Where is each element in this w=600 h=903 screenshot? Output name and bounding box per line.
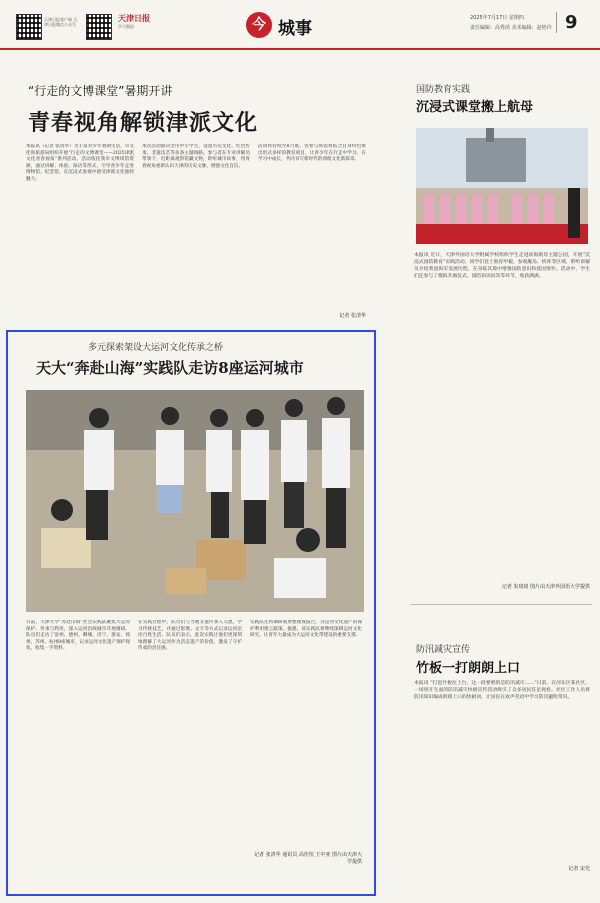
qr-caption: 学习强国 bbox=[118, 24, 134, 29]
lead-headline: 青春视角解锁津派文化 bbox=[28, 110, 259, 136]
lead-kicker: “行走的文博课堂”暑期开讲 bbox=[28, 84, 173, 98]
sidebar1-headline: 沉浸式课堂搬上航母 bbox=[416, 100, 534, 115]
feature-photo bbox=[26, 390, 364, 612]
sidebar2-byline: 记者 宋光 bbox=[568, 866, 590, 872]
feature-headline: 天大“奔赴山海”实践队走访8座运河城市 bbox=[36, 359, 304, 377]
section-title: 城事 bbox=[278, 19, 312, 39]
sidebar2-kicker: 防汛减灾宣传 bbox=[416, 645, 471, 655]
sidebar1-photo bbox=[416, 128, 588, 244]
issue-date: 2025年7月17日 星期四 bbox=[470, 15, 524, 21]
page-number: 9 bbox=[556, 12, 578, 33]
lead-column-1: 本报讯（记者 张清华）为丰富青少年暑期生活，市文化和旅游局组织开展“行走的文博课堂——2025津派文化青春视角”系列活动。活动依托我市文博场馆资源，通过讲解、体验、探访等形式，引导青少年走进博物馆、纪念馆，在沉浸式参观中感受津派文化独特魅力。 bbox=[26, 144, 134, 182]
feature-subtitle: 多元探索架设大运河文化传承之桥 bbox=[88, 343, 224, 353]
divider bbox=[410, 604, 592, 605]
sidebar1-byline: 记者 朱琦琦 图片由天津外国语大学提供 bbox=[501, 584, 590, 590]
sidebar1-body: 本报讯 近日，天津外国语大学附属学校组织学生走进滨海航母主题公园，开展“沉浸式国防教育”实践活动。同学们登上航母甲板，参观舰岛、机库等区域，聆听讲解员介绍我国海军发展历程，在身临其境中增强国防意识和爱国情怀。活动中，学生们还参与了模拟升旗仪式、国防知识问答等环节，收获满满。 bbox=[414, 253, 590, 279]
feature-column-2: 在实践过程中，队员们与当地非遗传承人交流，学习传统技艺，并通过影像、文字等方式记录运河沿岸百姓生活。队员们表示，此次实践让他们更深刻地理解了大运河作为活态遗产的价值，激发了守护传承的责任感。 bbox=[138, 620, 242, 652]
carrier-deck-illustration bbox=[416, 128, 588, 244]
lead-column-3: 活动将持续至8月底，各参与场馆将结合自身特色推出形式多样的教育项目，让青少年在行走中学习、在学习中成长，共同书写新时代的津派文化新篇章。 bbox=[258, 144, 366, 163]
qr-caption: 天津日报客户端 天津日报微信公众号 bbox=[44, 17, 78, 27]
qr-code-icon bbox=[86, 14, 112, 40]
students-photo-illustration bbox=[26, 390, 364, 612]
editors-line: 责任编辑：高秀茜 美术编辑：赵艳玲 bbox=[470, 25, 552, 31]
feature-byline: 记者 张清华 通讯员 高佳恒 王中亚 图片由天津大学提供 bbox=[254, 852, 362, 865]
feature-column-1: 日前，天津大学“奔赴山海”社会实践队聚焦大运河保护、传承与利用，深入运河沿线城市开展调研。队员们走访了沧州、德州、聊城、济宁、淮安、扬州、苏州、杭州8座城市，记录运河文化遗产保护现状，收集一手资料。 bbox=[26, 620, 130, 652]
qr-code-icon bbox=[16, 14, 42, 40]
lead-byline: 记者 张清华 bbox=[339, 313, 366, 319]
sidebar1-kicker: 国防教育实践 bbox=[416, 85, 471, 95]
sidebar2-headline: 竹板一打朗朗上口 bbox=[416, 661, 521, 676]
section-logo: 今 bbox=[246, 12, 272, 38]
sidebar2-body: 本报讯 “打起竹板往上台，这一段要唱的是防汛减灾……”日前，在河东区某社区，一场别开生面的防汛减灾快板宣传活动吸引了众多居民驻足观看。社区工作人员将防汛知识编成朗朗上口的快板词，让居民在欢声笑语中学习防汛避险常识。 bbox=[414, 681, 590, 700]
lead-column-2: 本次活动面向全市中小学生，设置历史文化、红色传承、非遗技艺等多条主题线路。参与者在专业讲解员带领下，近距离观察馆藏文物，聆听城市故事，用青春视角重新认识天津的历史文脉，增强文化自信。 bbox=[142, 144, 250, 169]
feature-column-3: 实践队还将调研成果整理成报告，为运河文化遗产的保护利用建言献策。据悉，该实践队将继续深耕运河文化研究，让青年力量成为大运河文化带建设的重要支撑。 bbox=[250, 620, 362, 639]
paper-brand: 天津日报 bbox=[118, 13, 150, 23]
